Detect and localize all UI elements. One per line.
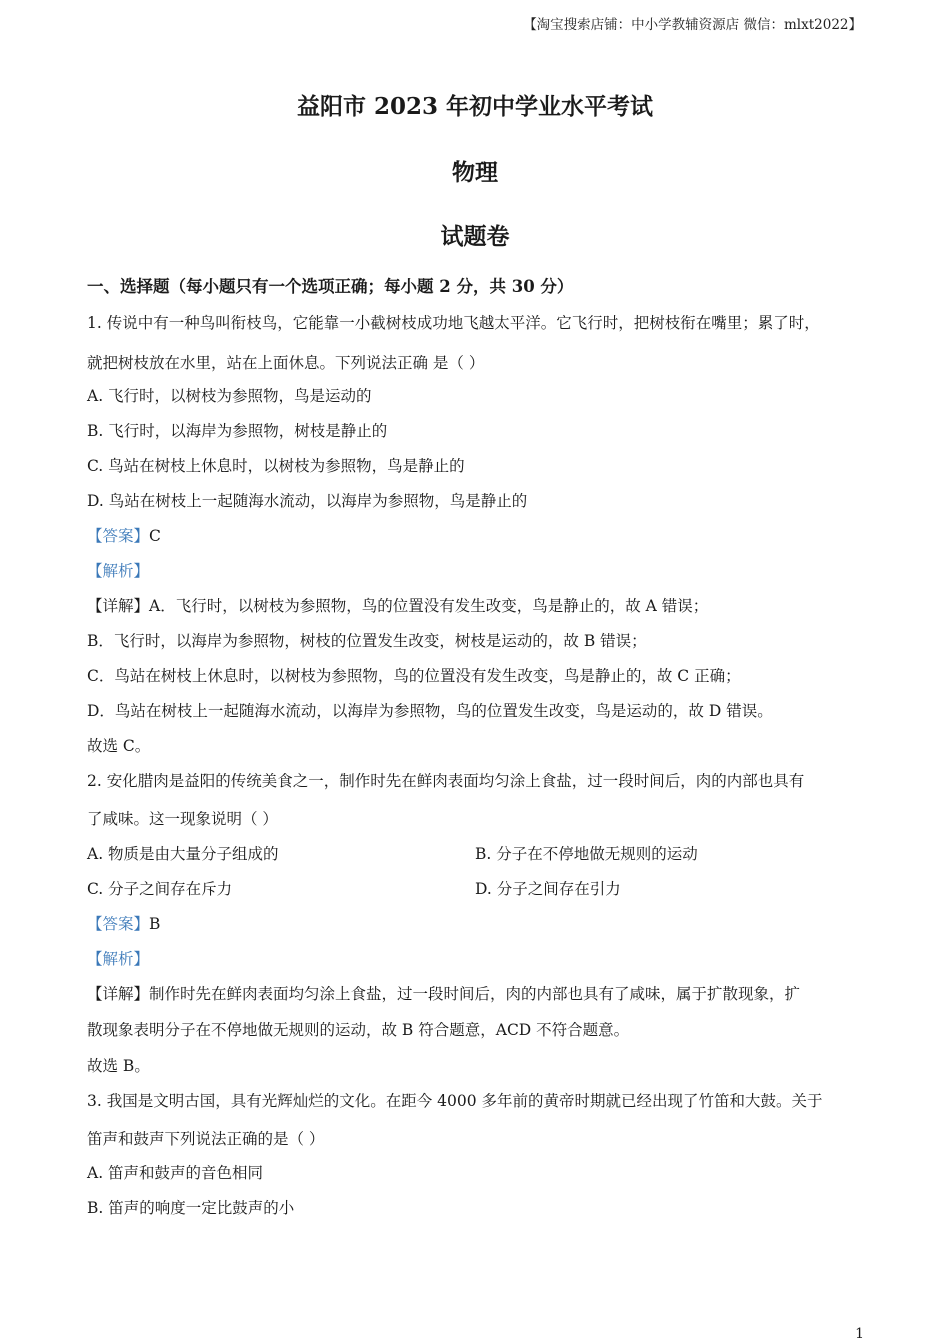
- answer-value: C: [149, 527, 161, 545]
- q2-answer: [87, 912, 160, 934]
- q2-detail-line2: 散现象表明分子在不停地做无规则的运动，故 B 符合题意，ACD 不符合题意。: [87, 1021, 630, 1039]
- q1-detail-line1: [87, 594, 708, 616]
- q1-option-a: A. 飞行时，以树枝为参照物，鸟是运动的: [87, 387, 372, 405]
- detail-label: 【详解】: [87, 597, 150, 615]
- q3-option-a: A. 笛声和鼓声的音色相同: [87, 1164, 264, 1182]
- q2-stem-line2: 了咸味。这一现象说明（ ）: [87, 810, 278, 828]
- page-number: 1: [855, 1326, 864, 1342]
- q2-conclusion: 故选 B。: [87, 1057, 150, 1075]
- answer-label: 【答案】: [87, 915, 150, 933]
- q1-answer: [87, 524, 161, 546]
- exam-title: 益阳市 2023 年初中学业水平考试: [296, 93, 654, 120]
- q2-detail-line1: [87, 982, 800, 1004]
- answer-label: 【答案】: [87, 527, 150, 545]
- header-note: 【淘宝搜索店铺：中小学教辅资源店 微信：mlxt2022】: [523, 17, 862, 33]
- q3-stem-line1: 3. 我国是文明古国，具有光辉灿烂的文化。在距今 4000 多年前的黄帝时期就已经出现了竹笛和大鼓。关于: [87, 1092, 823, 1110]
- subject-title: 物理: [452, 159, 498, 186]
- q2-analysis-label: 【解析】: [87, 950, 150, 968]
- q2-option-a: A. 物质是由大量分子组成的: [87, 845, 279, 863]
- detail-text: A．飞行时，以树枝为参照物，鸟的位置没有发生改变，鸟是静止的，故 A 错误；: [149, 597, 709, 615]
- q2-option-c: C. 分子之间存在斥力: [87, 880, 233, 898]
- q1-stem-line1: 1. 传说中有一种鸟叫衔枝鸟，它能靠一小截树枝成功地飞越太平洋。它飞行时，把树枝衔在嘴里；累了时，: [87, 314, 820, 332]
- q1-detail-line4: D．鸟站在树枝上一起随海水流动，以海岸为参照物，鸟的位置发生改变，鸟是运动的，故 D 错误。: [87, 702, 773, 720]
- paper-title: 试题卷: [440, 223, 510, 250]
- detail-text: 制作时先在鲜肉表面均匀涂上食盐，过一段时间后，肉的内部也具有了咸味，属于扩散现象，扩: [149, 985, 801, 1003]
- section-heading: 一、选择题（每小题只有一个选项正确；每小题 2 分，共 30 分）: [87, 277, 574, 296]
- q2-option-d: D. 分子之间存在引力: [475, 880, 621, 898]
- q3-stem-line2: 笛声和鼓声下列说法正确的是（ ）: [87, 1130, 325, 1148]
- q1-analysis-label: 【解析】: [87, 562, 150, 580]
- q1-conclusion: 故选 C。: [87, 737, 151, 755]
- q1-option-d: D. 鸟站在树枝上一起随海水流动，以海岸为参照物，鸟是静止的: [87, 492, 528, 510]
- answer-value: B: [149, 915, 161, 933]
- q2-stem-line1: 2. 安化腊肉是益阳的传统美食之一，制作时先在鲜肉表面均匀涂上食盐，过一段时间后，肉的内部也具有: [87, 772, 805, 790]
- q1-option-c: C. 鸟站在树枝上休息时，以树枝为参照物，鸟是静止的: [87, 457, 465, 475]
- q1-detail-line2: B．飞行时，以海岸为参照物，树枝的位置发生改变，树枝是运动的，故 B 错误；: [87, 632, 647, 650]
- q1-option-b: B. 飞行时，以海岸为参照物，树枝是静止的: [87, 422, 388, 440]
- q3-option-b: B. 笛声的响度一定比鼓声的小: [87, 1199, 295, 1217]
- q2-option-b: B. 分子在不停地做无规则的运动: [475, 845, 698, 863]
- q1-stem-line2: 就把树枝放在水里，站在上面休息。下列说法正确 是（ ）: [87, 354, 485, 372]
- q1-detail-line3: C．鸟站在树枝上休息时，以树枝为参照物，鸟的位置没有发生改变，鸟是静止的，故 C 正确；: [87, 667, 741, 685]
- detail-label: 【详解】: [87, 985, 150, 1003]
